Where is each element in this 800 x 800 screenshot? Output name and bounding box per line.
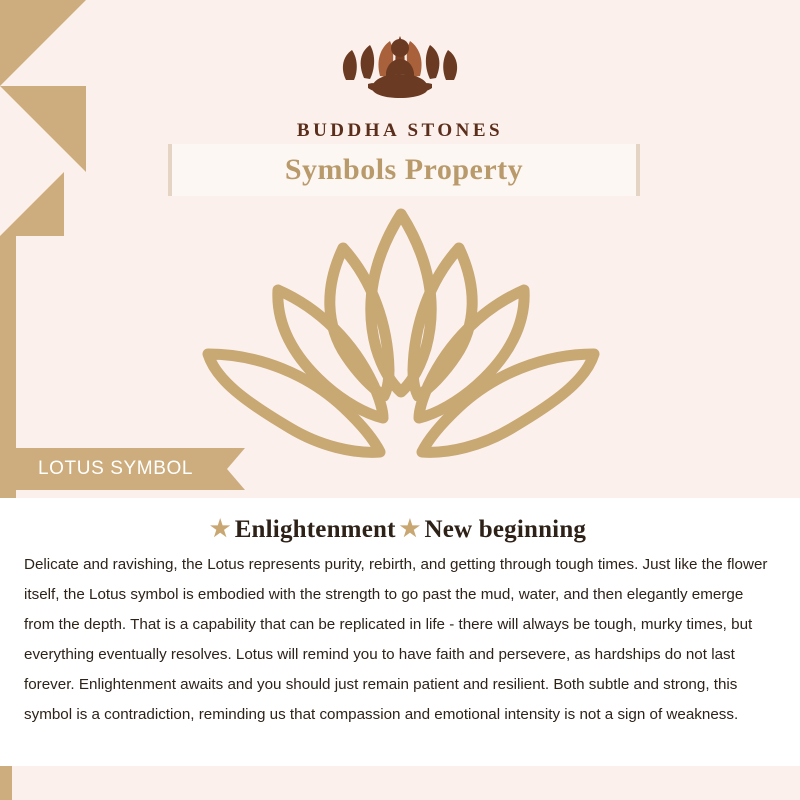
headline-keyword-one: Enlightenment (234, 516, 396, 543)
brand-name: BUDDHA STONES (296, 120, 504, 141)
lotus-flower-illustration (186, 196, 616, 486)
star-icon-left: ★ (209, 516, 231, 541)
page-title: Symbols Property (284, 153, 524, 186)
description-paragraph: Delicate and ravishing, the Lotus represents purity, rebirth, and getting through tough times. Just like the flower itself, the Lotus symbol is embodied with the strength to go past the mud, water, and then elegantly emerge from the depth. That is a capability that can be replicated in life - there will always be tough, murky times, but everything eventually resolves. Lotus will remind you to have faith and persevere, as hardships do not last forever. Enlightenment awaits and you should just remain patient and resilient. Both subtle and strong, this symbol is a contradiction, reminding us that compassion and emotional intensity is not a sign of weakness. (24, 556, 768, 723)
ribbon-tail-shape (227, 448, 245, 490)
description-panel (0, 498, 800, 766)
headline-keyword-two: New beginning (424, 516, 587, 543)
brand-logo-block (0, 18, 800, 142)
lotus-meditation-figure-icon (0, 18, 800, 116)
ribbon-label: LOTUS SYMBOL (38, 458, 194, 479)
lotus-symbol-ribbon (12, 448, 227, 490)
star-icon-right: ★ (399, 516, 421, 541)
corner-decoration-bottom-right (0, 172, 64, 236)
headline (0, 516, 800, 544)
title-banner (168, 144, 640, 196)
